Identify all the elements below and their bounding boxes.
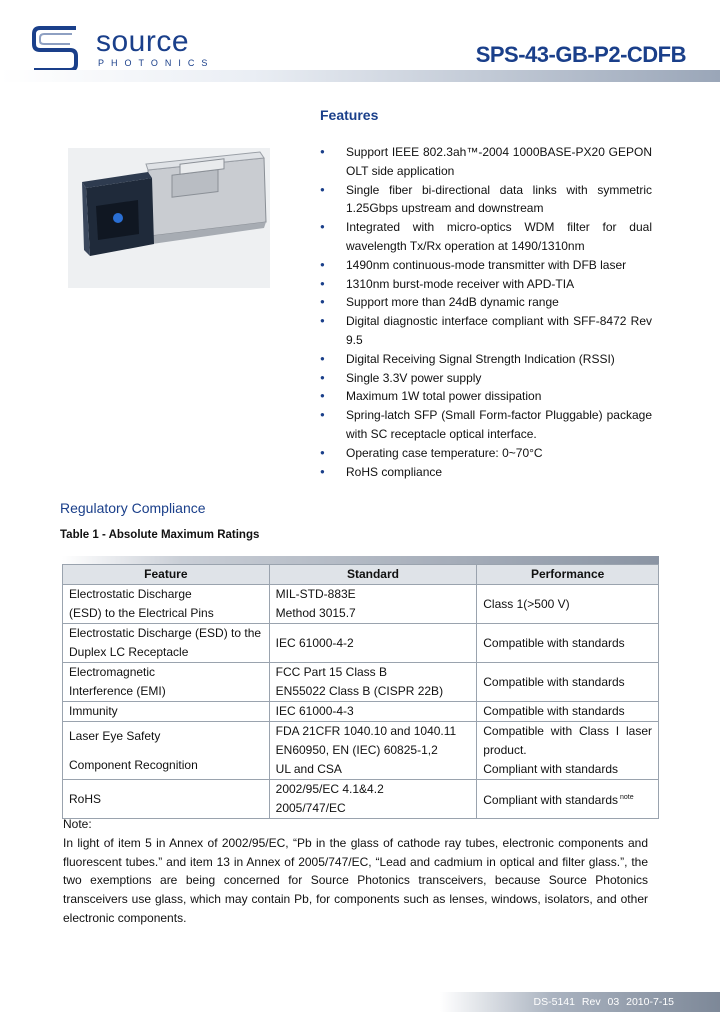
logo-wordmark: source: [96, 25, 190, 58]
cell-line: Component Recognition: [69, 757, 198, 772]
logo-mark-icon: [30, 22, 80, 74]
cell-line: (ESD) to the Electrical Pins: [69, 606, 214, 620]
regulatory-table: [62, 564, 659, 819]
cell-line: Compatible with Class I laser product.: [483, 724, 652, 757]
table-row: [63, 722, 659, 780]
performance-cell: Compatible with standards: [477, 624, 659, 663]
cell-line: Method 3015.7: [275, 606, 356, 620]
feature-cell: [63, 624, 270, 663]
feature-item: ● 1310nm burst-mode receiver with APD-TIA: [320, 275, 652, 294]
cell-line: Electromagnetic: [69, 665, 156, 679]
cell-line: Compliant with standards: [483, 762, 618, 776]
feature-item: ● Spring-latch SFP (Small Form-factor Pluggable) package with SC receptacle optical interface.: [320, 406, 652, 444]
feature-cell: Immunity: [63, 702, 270, 722]
cell-line: EN60950, EN (IEC) 60825-1,2: [275, 743, 438, 757]
features-heading: Features: [320, 107, 379, 123]
feature-item: ● Integrated with micro-optics WDM filter for dual wavelength Tx/Rx operation at 1490/1310nm: [320, 218, 652, 256]
standard-cell: [269, 780, 477, 819]
cell-line: UL and CSA: [275, 762, 342, 776]
column-header: Feature: [63, 565, 270, 585]
cell-line: FCC Part 15 Class B: [275, 665, 388, 679]
table-row: [63, 624, 659, 663]
features-list: [320, 143, 652, 481]
footer-rev: Rev 03: [581, 996, 620, 1008]
footer-date: 2010-7-15: [626, 996, 674, 1008]
performance-cell: [477, 722, 659, 780]
feature-item: ● Single fiber bi-directional data links with symmetric 1.25Gbps upstream and downstream: [320, 181, 652, 219]
performance-cell: Compatible with standards: [477, 702, 659, 722]
footer-info: [534, 996, 674, 1008]
standard-cell: IEC 61000-4-3: [269, 702, 477, 722]
note-text: In light of item 5 in Annex of 2002/95/EC, “Pb in the glass of cathode ray tubes, electronic components and fluorescent tubes.” and item 13 in Annex of 2005/747/EC, “Lead and cadmium in optical and filter glass.”, the two exemptions are being concerned for Source Photonics transceivers, because Source Photonics transceivers use glass, which may contain Pb, for components such as lenses, windows, isolators, and other electronic components.: [63, 835, 648, 925]
note-superscript: note: [620, 794, 634, 801]
table-row: [63, 780, 659, 819]
performance-cell: [477, 780, 659, 819]
cell-line: EN55022 Class B (CISPR 22B): [275, 684, 444, 698]
table-row: [63, 702, 659, 722]
cell-line: MIL-STD-883E: [275, 587, 356, 601]
table-row: [63, 585, 659, 624]
feature-item: ● Support IEEE 802.3ah™-2004 1000BASE-PX20 GEPON OLT side application: [320, 143, 652, 181]
cell-line: 2005/747/EC: [275, 801, 346, 815]
feature-item: ● 1490nm continuous-mode transmitter with DFB laser: [320, 256, 652, 275]
feature-cell: [63, 585, 270, 624]
product-image: [68, 148, 270, 288]
column-header: Performance: [477, 565, 659, 585]
sfp-transceiver-illustration: [68, 148, 270, 288]
note-block: [63, 815, 648, 928]
cell-line: Laser Eye Safety: [69, 728, 161, 743]
feature-cell: [63, 663, 270, 702]
performance-cell: Class 1(>500 V): [477, 585, 659, 624]
regulatory-heading: Regulatory Compliance: [60, 500, 206, 516]
column-header: Standard: [269, 565, 477, 585]
cell-line: 2002/95/EC 4.1&4.2: [275, 782, 384, 796]
standard-cell: [269, 663, 477, 702]
cell-line: Interference (EMI): [69, 684, 166, 698]
feature-item: ● Digital diagnostic interface compliant with SFF-8472 Rev 9.5: [320, 312, 652, 350]
feature-item: ● Digital Receiving Signal Strength Indication (RSSI): [320, 350, 652, 369]
footer-doc-id: DS-5141: [533, 996, 575, 1008]
performance-cell: Compatible with standards: [477, 663, 659, 702]
standard-cell: [269, 722, 477, 780]
feature-cell: RoHS: [63, 780, 270, 819]
feature-cell: [63, 722, 270, 780]
table-decor-bar: [62, 556, 659, 564]
cell-text: Compliant with standards: [483, 793, 618, 807]
standard-cell: IEC 61000-4-2: [269, 624, 477, 663]
feature-item: ● Single 3.3V power supply: [320, 369, 652, 388]
table-title: Table 1 - Absolute Maximum Ratings: [60, 529, 260, 541]
standard-cell: [269, 585, 477, 624]
note-label: Note:: [63, 817, 92, 831]
feature-item: ● Support more than 24dB dynamic range: [320, 293, 652, 312]
feature-item: ● Operating case temperature: 0~70°C: [320, 444, 652, 463]
cell-line: FDA 21CFR 1040.10 and 1040.11: [275, 724, 457, 738]
table-row: [63, 663, 659, 702]
feature-item: ● RoHS compliance: [320, 463, 652, 482]
cell-line: Electrostatic Discharge (ESD) to the: [69, 626, 262, 640]
cell-line: Duplex LC Receptacle: [69, 645, 189, 659]
logo-subtitle: PHOTONICS: [98, 58, 215, 68]
cell-line: Electrostatic Discharge: [69, 587, 192, 601]
feature-item: ● Maximum 1W total power dissipation: [320, 387, 652, 406]
document-title: SPS-43-GB-P2-CDFB: [475, 42, 686, 67]
header-bar: [0, 70, 720, 82]
table-header-row: [63, 565, 659, 585]
